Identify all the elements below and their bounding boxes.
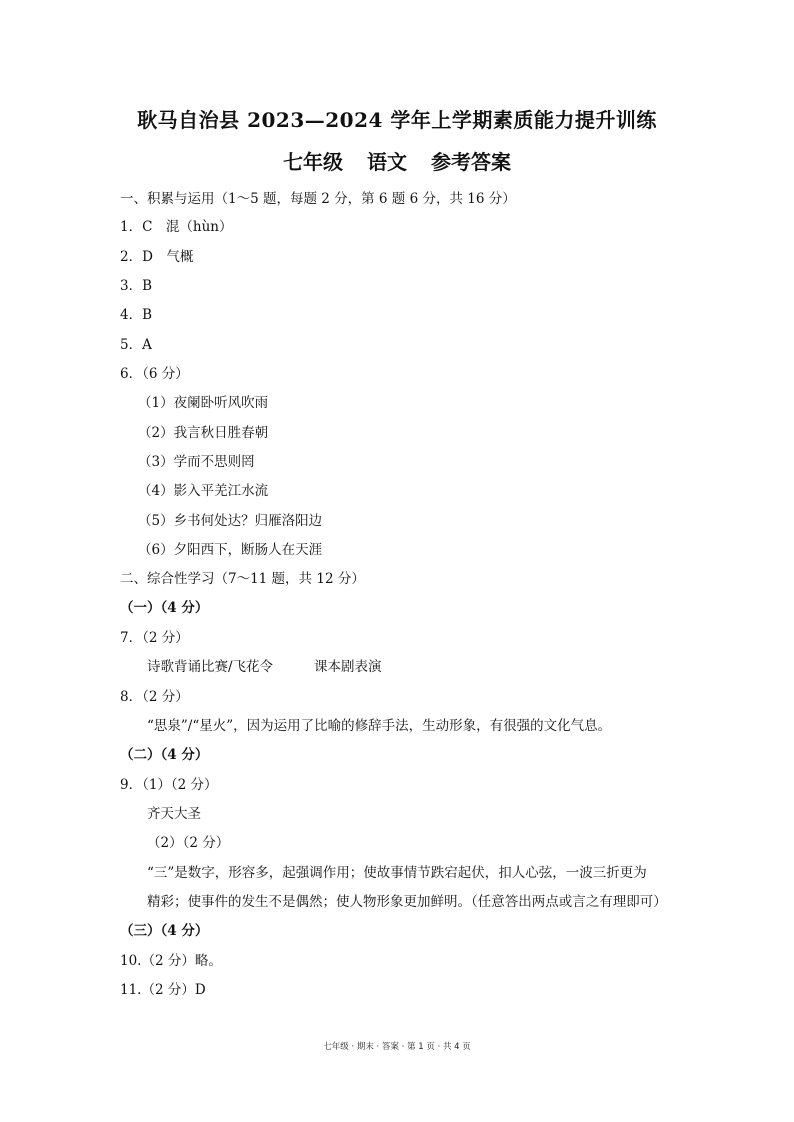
- answer-q9: 9．（1）（2 分）: [120, 777, 218, 793]
- q6-item-6: （6）夕阳西下，断肠人在天涯: [138, 542, 323, 558]
- part-2-heading: （二）（4 分）: [120, 747, 209, 763]
- document-title: 耿马自治县 2023—2024 学年上学期素质能力提升训练: [137, 108, 657, 132]
- subject-label: 语文: [367, 150, 407, 174]
- q6-item-1: （1）夜阑卧听风吹雨: [138, 395, 269, 411]
- q9-2-answer-line2: 精彩；使事件的发生不是偶然；使人物形象更加鲜明。（任意答出两点或言之有理即可）: [147, 894, 667, 910]
- answer-q3: 3．B: [120, 278, 153, 294]
- answer-q5: 5．A: [120, 337, 152, 353]
- q9-2-heading: （2）（2 分）: [147, 835, 230, 851]
- q7-answer-b: 课本剧表演: [314, 659, 382, 675]
- q6-item-4: （4）影入平羌江水流: [138, 483, 269, 499]
- grade-label: 七年级: [283, 150, 343, 174]
- answer-q11: 11.（2 分）D: [120, 982, 206, 998]
- answer-q4: 4．B: [120, 307, 153, 323]
- section-1-heading: 一、积累与运用（1～5 题，每题 2 分，第 6 题 6 分，共 16 分）: [120, 191, 516, 207]
- answer-q2: 2．D 气概: [120, 249, 194, 265]
- q7-answers: [147, 658, 382, 676]
- page-footer: 七年级 · 期末 · 答案 · 第 1 页 · 共 4 页: [323, 1042, 471, 1052]
- q6-item-2: （2）我言秋日胜春朝: [138, 425, 269, 441]
- q7-answer-a: 诗歌背诵比赛/飞花令: [147, 659, 274, 675]
- answer-q10: 10.（2 分）略。: [120, 953, 222, 969]
- q8-answer: “思泉”/“星火”，因为运用了比喻的修辞手法，生动形象，有很强的文化气息。: [147, 718, 612, 734]
- part-1-heading: （一）（4 分）: [120, 600, 209, 616]
- answer-q8: 8．（2 分）: [120, 689, 189, 705]
- answer-q6: 6．（6 分）: [120, 366, 189, 382]
- q6-item-5: （5）乡书何处达？归雁洛阳边: [138, 513, 323, 529]
- part-3-heading: （三）（4 分）: [120, 923, 209, 939]
- doc-type-label: 参考答案: [431, 150, 511, 174]
- q9-1-answer: 齐天大圣: [147, 806, 201, 822]
- section-2-heading: 二、综合性学习（7～11 题，共 12 分）: [120, 571, 365, 587]
- q6-item-3: （3）学而不思则罔: [138, 454, 255, 470]
- answer-q7: 7．（2 分）: [120, 630, 189, 646]
- q9-2-answer-line1: “三”是数字，形容多，起强调作用；使故事情节跌宕起伏，扣人心弦，一波三折更为: [147, 865, 647, 881]
- document-subtitle: [0, 146, 794, 175]
- answer-q1: 1．C 混（hùn）: [120, 219, 233, 235]
